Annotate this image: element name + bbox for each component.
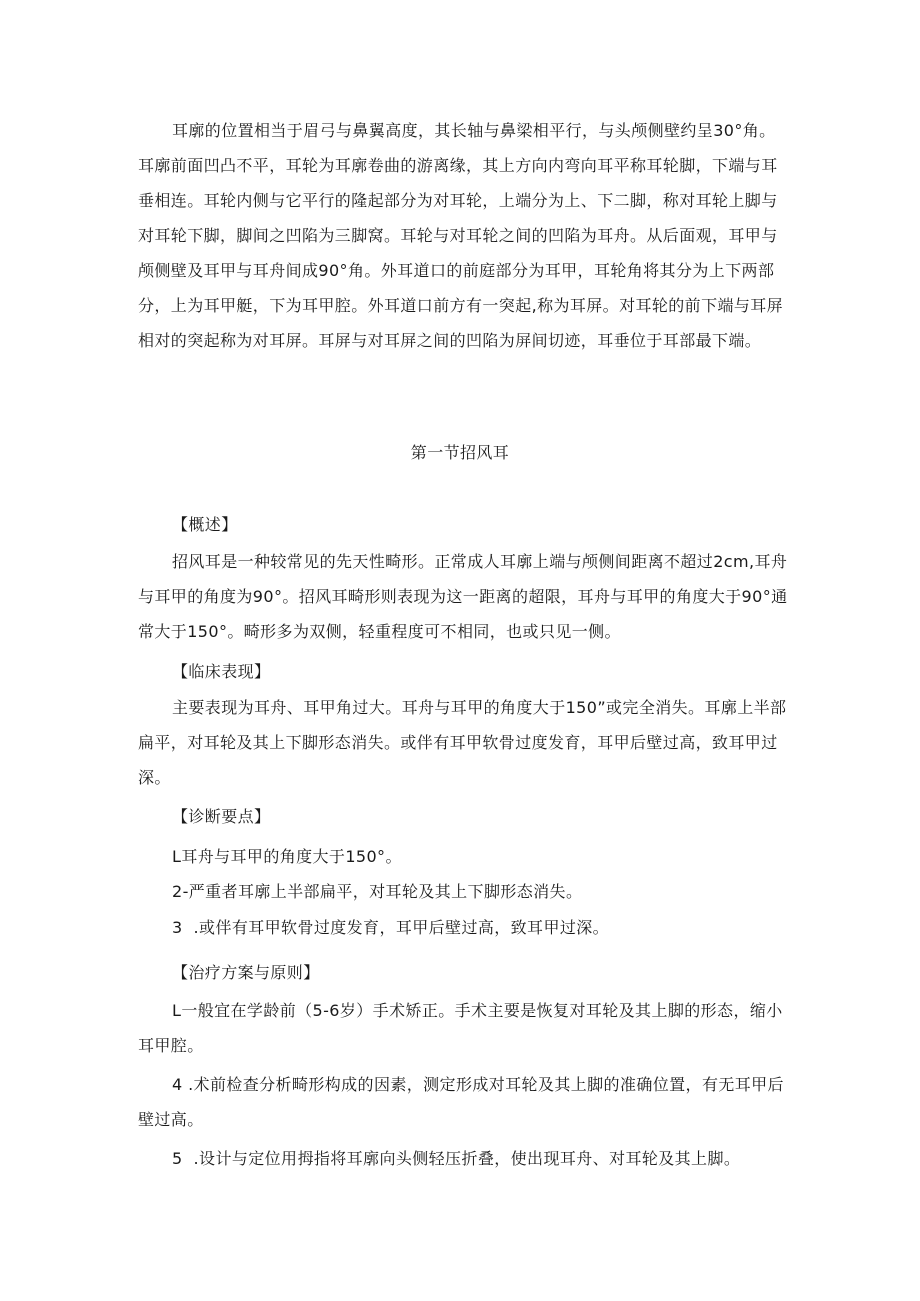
treatment-item-1: L一般宜在学龄前（5-6岁）手术矫正。手术主要是恢复对耳轮及其上脚的形态，缩小耳甲腔。 [138, 1001, 783, 1055]
diagnosis-item-1: L耳舟与耳甲的角度大于150°。 [172, 847, 402, 866]
overview-heading: 【概述】 [172, 515, 238, 534]
overview-paragraph: 招风耳是一种较常见的先天性畸形。正常成人耳廓上端与颅侧间距离不超过2cm,耳舟与耳甲的角度为90°。招风耳畸形则表现为这一距离的超限，耳舟与耳甲的角度大于90°通常大于150°。畸形多为双侧，轻重程度可不相同，也或只见一侧。 [138, 552, 788, 641]
treatment-heading: 【治疗方案与原则】 [172, 963, 320, 982]
section-title: 第一节招风耳 [410, 443, 510, 462]
diagnosis-heading: 【诊断要点】 [172, 807, 271, 826]
clinical-paragraph: 主要表现为耳舟、耳甲角过大。耳舟与耳甲的角度大于150”或完全消失。耳廓上半部扁平，对耳轮及其上下脚形态消失。或伴有耳甲软骨过度发育，耳甲后壁过高，致耳甲过深。 [138, 698, 787, 787]
clinical-heading: 【临床表现】 [172, 662, 271, 681]
diagnosis-item-2: 2-严重者耳廓上半部扁平，对耳轮及其上下脚形态消失。 [172, 882, 583, 901]
treatment-item-2: 4 .术前检查分析畸形构成的因素，测定形成对耳轮及其上脚的准确位置，有无耳甲后壁过高。 [138, 1075, 784, 1129]
intro-paragraph: 耳廓的位置相当于眉弓与鼻翼高度，其长轴与鼻梁相平行，与头颅侧壁约呈30°角。耳廓前面凹凸不平，耳轮为耳廓卷曲的游离缘，其上方向内弯向耳平称耳轮脚，下端与耳垂相连。耳轮内侧与它平行的隆起部分为对耳轮，上端分为上、下二脚，称对耳轮上脚与对耳轮下脚，脚间之凹陷为三脚窝。耳轮与对耳轮之间的凹陷为耳舟。从后面观，耳甲与颅侧壁及耳甲与耳舟间成90°角。外耳道口的前庭部分为耳甲，耳轮角将其分为上下两部分，上为耳甲艇，下为耳甲腔。外耳道口前方有一突起,称为耳屏。对耳轮的前下端与耳屏相对的突起称为对耳屏。耳屏与对耳屏之间的凹陷为屏间切迹，耳垂位于耳部最下端。 [138, 121, 784, 350]
diagnosis-item-3: 3 .或伴有耳甲软骨过度发育，耳甲后壁过高，致耳甲过深。 [172, 918, 610, 937]
treatment-item-3: 5 .设计与定位用拇指将耳廓向头侧轻压折叠，使出现耳舟、对耳轮及其上脚。 [172, 1149, 741, 1168]
